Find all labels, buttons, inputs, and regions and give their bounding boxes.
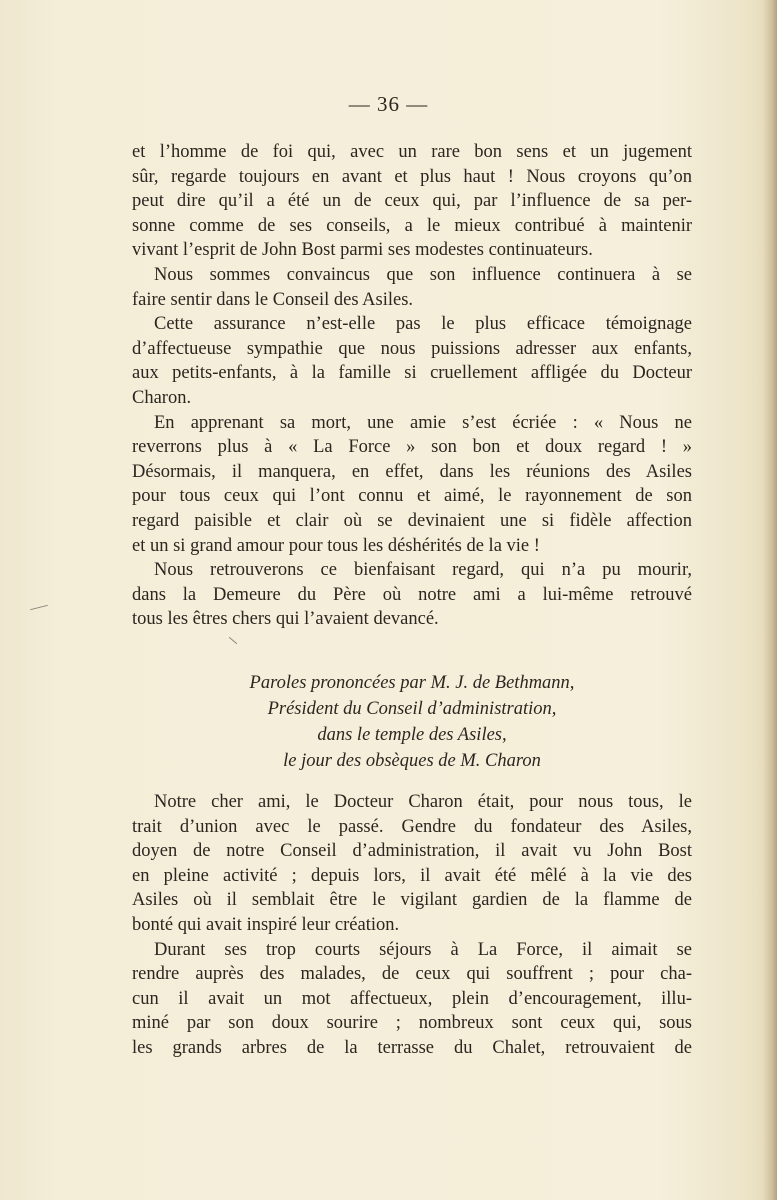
body-text-section-2 xyxy=(132,790,692,1061)
text-line: Cette assurance n’est-elle pas le plus efficace témoignage xyxy=(154,314,692,335)
text-line: Charon. xyxy=(132,387,192,408)
page-edge-shadow xyxy=(763,0,777,1200)
text-line: en pleine activité ; depuis lors, il avait été mêlé à la vie des xyxy=(132,865,692,886)
text-line: faire sentir dans le Conseil des Asiles. xyxy=(132,289,414,310)
speech-heading xyxy=(132,670,692,774)
text-line: et un si grand amour pour tous les déshérités de la vie ! xyxy=(132,535,540,556)
text-line: tous les êtres chers qui l’avaient devancé. xyxy=(132,609,439,630)
text-line: miné par son doux sourire ; nombreux sont ceux qui, sous xyxy=(132,1013,692,1034)
text-line: Durant ses trop courts séjours à La Force, il aimait se xyxy=(154,939,692,960)
text-line: vivant l’esprit de John Bost parmi ses modestes continuateurs. xyxy=(132,240,593,261)
text-line: peut dire qu’il a été un de ceux qui, par l’influence de sa per- xyxy=(132,191,692,212)
text-line: Désormais, il manquera, en effet, dans les réunions des Asiles xyxy=(132,461,692,482)
body-text-section-1 xyxy=(132,140,692,632)
stray-mark xyxy=(229,637,237,644)
text-line: doyen de notre Conseil d’administration, il avait vu John Bost xyxy=(132,841,692,862)
text-line: sonne comme de ses conseils, a le mieux contribué à maintenir xyxy=(132,215,692,236)
page-number: — 36 — xyxy=(348,92,429,116)
text-line: Notre cher ami, le Docteur Charon était, pour nous tous, le xyxy=(154,792,692,812)
text-line: reverrons plus à « La Force » son bon et doux regard ! » xyxy=(132,437,692,458)
text-line: En apprenant sa mort, une amie s’est écriée : « Nous ne xyxy=(154,412,692,433)
text-line: pour tous ceux qui l’ont connu et aimé, le rayonnement de son xyxy=(132,486,692,507)
heading-line: Paroles prononcées par M. J. de Bethmann, xyxy=(249,673,575,693)
text-line: trait d’union avec le passé. Gendre du fondateur des Asiles, xyxy=(132,816,692,837)
text-line: rendre auprès des malades, de ceux qui souffrent ; pour cha- xyxy=(132,964,692,985)
text-line: aux petits-enfants, à la famille si cruellement affligée du Docteur xyxy=(132,363,692,384)
text-line: les grands arbres de la terrasse du Chalet, retrouvaient de xyxy=(132,1037,692,1058)
text-line: Asiles où il semblait être le vigilant gardien de la flamme de xyxy=(132,890,692,911)
text-line: Nous sommes convaincus que son influence continuera à se xyxy=(154,264,692,285)
text-line: regard paisible et clair où se devinaient une si fidèle affection xyxy=(132,510,692,531)
heading-line: dans le temple des Asiles, xyxy=(317,725,507,745)
text-line: d’affectueuse sympathie que nous puissions adresser aux enfants, xyxy=(132,338,692,359)
heading-line: Président du Conseil d’administration, xyxy=(267,699,557,719)
heading-line: le jour des obsèques de M. Charon xyxy=(283,751,541,771)
text-line: dans la Demeure du Père où notre ami a lui-même retrouvé xyxy=(132,584,692,605)
text-line: sûr, regarde toujours en avant et plus haut ! Nous croyons qu’on xyxy=(132,166,692,187)
text-line: cun il avait un mot affectueux, plein d’encouragement, illu- xyxy=(132,988,692,1009)
text-line: Nous retrouverons ce bienfaisant regard, qui n’a pu mourir, xyxy=(154,560,692,581)
text-line: et l’homme de foi qui, avec un rare bon sens et un jugement xyxy=(132,142,692,162)
margin-mark xyxy=(30,605,48,610)
text-line: bonté qui avait inspiré leur création. xyxy=(132,914,400,935)
